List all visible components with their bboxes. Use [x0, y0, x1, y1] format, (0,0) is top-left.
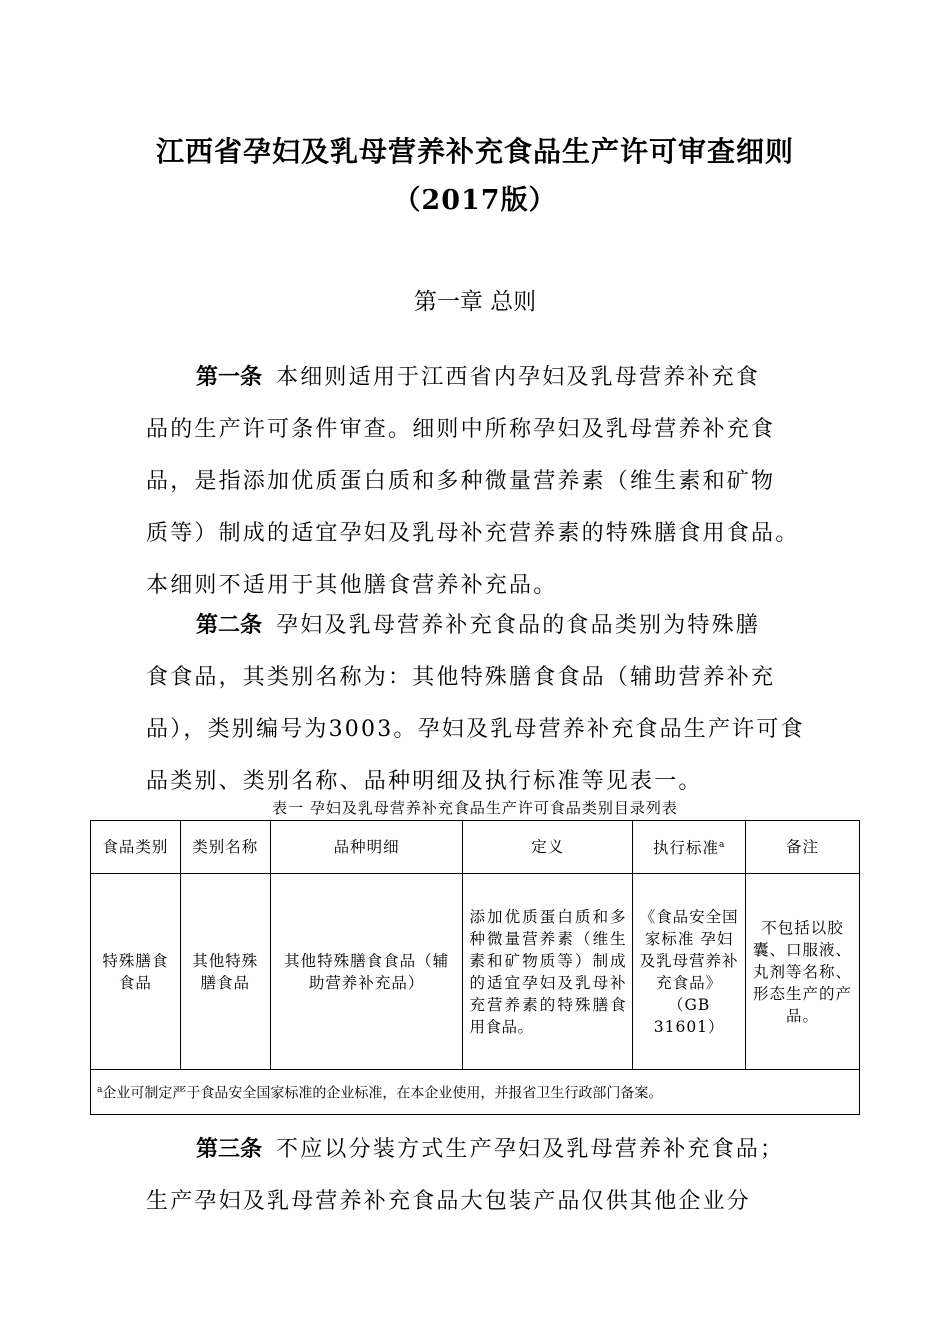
cell-remark: 不包括以胶囊、口服液、丸剂等名称、形态生产的产品。 — [746, 874, 860, 1070]
article-1-head: 第一条 — [196, 365, 263, 390]
table-footnote: $^a$企业可制定严于食品安全国家标准的企业标准，在本企业使用，并报省卫生行政部门备案。 — [91, 1070, 860, 1115]
article-2-line: 品类别、类别名称、品种明细及执行标准等见表一。 — [146, 769, 703, 794]
footnote-mark: a — [97, 1085, 103, 1096]
chapter-heading: 第一章 总则 — [413, 289, 537, 315]
document-edition: （2017版） — [393, 185, 557, 216]
table-header-row — [91, 821, 860, 874]
document-title: 江西省孕妇及乳母营养补充食品生产许可审查细则 — [155, 135, 794, 168]
article-3-head: 第三条 — [196, 1137, 263, 1162]
header-remark: 备注 — [746, 821, 860, 874]
article-1 — [146, 352, 811, 612]
header-category-name: 类别名称 — [180, 821, 270, 874]
article-2-head: 第二条 — [196, 613, 263, 638]
cell-standard: 《食品安全国家标准 孕妇及乳母营养补充食品》（GB 31601） — [633, 874, 746, 1070]
article-3 — [146, 1124, 811, 1228]
header-standard: 执行标准$^a$ — [633, 821, 746, 874]
header-variety: 品种明细 — [270, 821, 463, 874]
standard-footnote-mark: a — [718, 840, 726, 851]
article-1-line: 质等）制成的适宜孕妇及乳母补充营养素的特殊膳食用食品。 — [146, 521, 800, 546]
category-table — [90, 820, 860, 1115]
article-2-line: 第二条 孕妇及乳母营养补充食品的食品类别为特殊膳 — [196, 613, 761, 638]
table-row — [91, 874, 860, 1070]
article-1-line: 第一条 本细则适用于江西省内孕妇及乳母营养补充食 — [196, 365, 761, 390]
cell-definition: 添加优质蛋白质和多种微量营养素（维生素和矿物质等）制成的适宜孕妇及乳母补充营养素的特殊膳食用食品。 — [463, 874, 633, 1070]
article-1-line: 本细则不适用于其他膳食营养补充品。 — [146, 573, 558, 598]
article-2 — [146, 600, 811, 808]
cell-category-name: 其他特殊膳食品 — [180, 874, 270, 1070]
article-1-line: 品的生产许可条件审查。细则中所称孕妇及乳母营养补充食 — [146, 417, 776, 442]
table-footnote-row — [91, 1070, 860, 1115]
cell-category: 特殊膳食食品 — [91, 874, 181, 1070]
article-3-line: 第三条 不应以分装方式生产孕妇及乳母营养补充食品； — [196, 1137, 785, 1162]
article-3-line: 生产孕妇及乳母营养补充食品大包装产品仅供其他企业分 — [146, 1189, 752, 1214]
header-definition: 定义 — [463, 821, 633, 874]
table-caption: 表一 孕妇及乳母营养补充食品生产许可食品类别目录列表 — [272, 799, 678, 817]
article-1-line: 品，是指添加优质蛋白质和多种微量营养素（维生素和矿物 — [146, 469, 776, 494]
article-2-line: 品），类别编号为3003。孕妇及乳母营养补充食品生产许可食 — [146, 717, 805, 742]
header-category: 食品类别 — [91, 821, 181, 874]
article-2-line: 食食品，其类别名称为：其他特殊膳食食品（辅助营养补充 — [146, 665, 776, 690]
cell-variety: 其他特殊膳食食品（辅助营养补充品） — [270, 874, 463, 1070]
